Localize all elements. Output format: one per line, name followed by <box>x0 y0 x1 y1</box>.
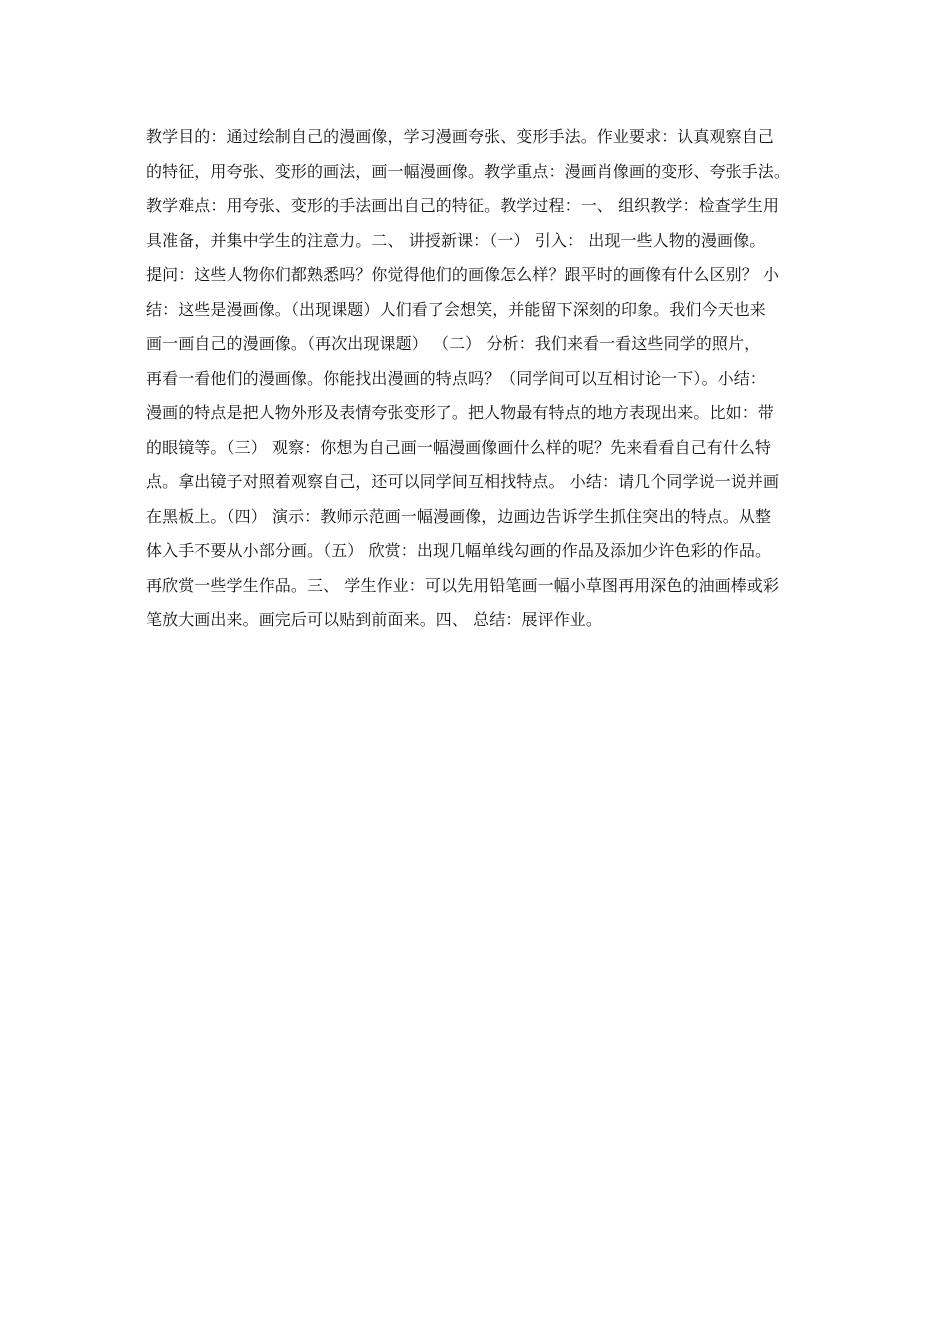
lesson-plan-text <box>146 120 816 638</box>
text-line: 教学目的：通过绘制自己的漫画像，学习漫画夸张、变形手法。作业要求：认真观察自己 <box>146 127 774 146</box>
text-line: 画一画自己的漫画像。（再次出现课题） （二） 分析：我们来看一看这些同学的照片， <box>146 334 761 353</box>
text-line: 在黑板上。（四） 演示：教师示范画一幅漫画像，边画边告诉学生抓住突出的特点。从整 <box>146 506 772 526</box>
text-line: 教学难点：用夸张、变形的手法画出自己的特征。教学过程：一、 组织教学：检查学生用 <box>146 196 780 215</box>
text-line: 结：这些是漫画像。（出现课题）人们看了会想笑，并能留下深刻的印象。我们今天也来 <box>146 299 766 319</box>
text-line: 再看一看他们的漫画像。你能找出漫画的特点吗？（同学间可以互相讨论一下）。小结： <box>146 368 766 388</box>
text-line: 具准备，并集中学生的注意力。二、 讲授新课：（一） 引入： 出现一些人物的漫画像。 <box>146 230 766 250</box>
text-line: 漫画的特点是把人物外形及表情夸张变形了。把人物最有特点的地方表现出来。比如：带 <box>146 403 774 422</box>
text-line: 笔放大画出来。画完后可以贴到前面来。四、 总结：展评作业。 <box>146 610 602 629</box>
text-line: 提问：这些人物你们都熟悉吗？你觉得他们的画像怎么样？跟平时的画像有什么区别？ 小 <box>146 265 780 284</box>
text-line: 点。拿出镜子对照着观察自己，还可以同学间互相找特点。 小结：请几个同学说一说并画 <box>146 472 780 491</box>
text-line: 体入手不要从小部分画。（五） 欣赏：出现几幅单线勾画的作品及添加少许色彩的作品。 <box>146 541 772 560</box>
text-line: 再欣赏一些学生作品。三、 学生作业：可以先用铅笔画一幅小草图再用深色的油画棒或彩 <box>146 575 780 595</box>
text-line: 的眼镜等。（三） 观察：你想为自己画一幅漫画像画什么样的呢？先来看看自己有什么特 <box>146 437 772 457</box>
text-line: 的特征，用夸张、变形的画法，画一幅漫画像。教学重点：漫画肖像画的变形、夸张手法。 <box>146 161 791 181</box>
